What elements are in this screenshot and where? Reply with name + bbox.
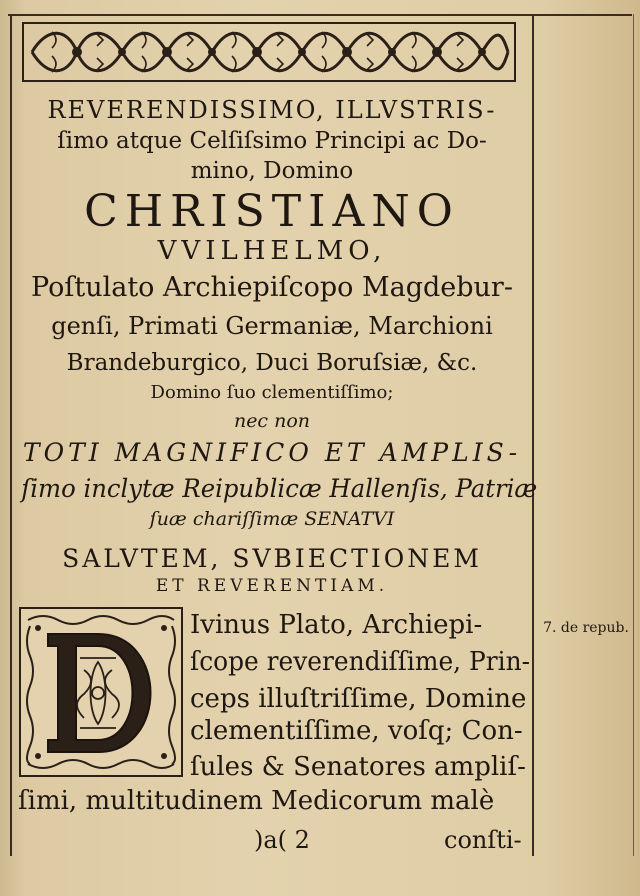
salutation-line: SALVTEM, SVBIECTIONEM — [62, 544, 482, 573]
decorated-initial-d — [18, 606, 184, 778]
right-rule — [633, 14, 634, 856]
dedication-line-12: ſimo inclytæ Reipublicæ Hallenſis, Patriæ — [21, 474, 538, 503]
dedication-line-13: ſuæ chariſſimæ SENATVI — [149, 508, 395, 530]
signature-mark: )a( 2 — [254, 826, 310, 854]
dedicatee-name: CHRISTIANO — [84, 186, 460, 237]
dedication-line-6: Poſtulato Archiepiſcopo Magdebur- — [31, 272, 513, 303]
dedication-line-7: genſi, Primati Germaniæ, Marchioni — [51, 312, 493, 340]
salutation-line-2: ET REVERENTIAM. — [155, 576, 389, 596]
top-rule — [8, 14, 632, 16]
dedication-line-2: ſimo atque Celſiſsimo Principi ac Do- — [57, 128, 487, 154]
marginal-note: 7. de repub. — [543, 620, 629, 636]
body-line-1: Ivinus Plato, Archiepi- — [190, 610, 483, 640]
headpiece-ornament — [22, 22, 516, 82]
catchword: conſti- — [444, 826, 522, 854]
dedication-line-10: nec non — [233, 410, 311, 432]
body-line-6: ſimi, multitudinem Medicorum malè — [18, 786, 495, 816]
dedication-line-8: Brandeburgico, Duci Boruſsiæ, &c. — [66, 350, 478, 376]
body-line-2: ſcope reverendiſſime, Prin- — [190, 647, 530, 677]
dedicatee-second-name: VVILHELMO, — [157, 236, 387, 266]
dedication-line-11: TOTI MAGNIFICO ET AMPLIS- — [22, 438, 522, 467]
dedication-line-9: Domino ſuo clementiſſimo; — [150, 382, 394, 403]
body-line-3: ceps illuſtriſſime, Domine — [190, 684, 527, 714]
body-line-5: ſules & Senatores ampliſ- — [190, 752, 526, 782]
body-line-4: clementiſſime, voſq; Con- — [190, 716, 523, 746]
left-rule — [10, 14, 12, 856]
dedication-line-3: mino, Domino — [190, 158, 354, 184]
margin-rule — [532, 14, 534, 856]
dedication-line-1: REVERENDISSIMO, ILLVSTRIS- — [47, 96, 497, 124]
